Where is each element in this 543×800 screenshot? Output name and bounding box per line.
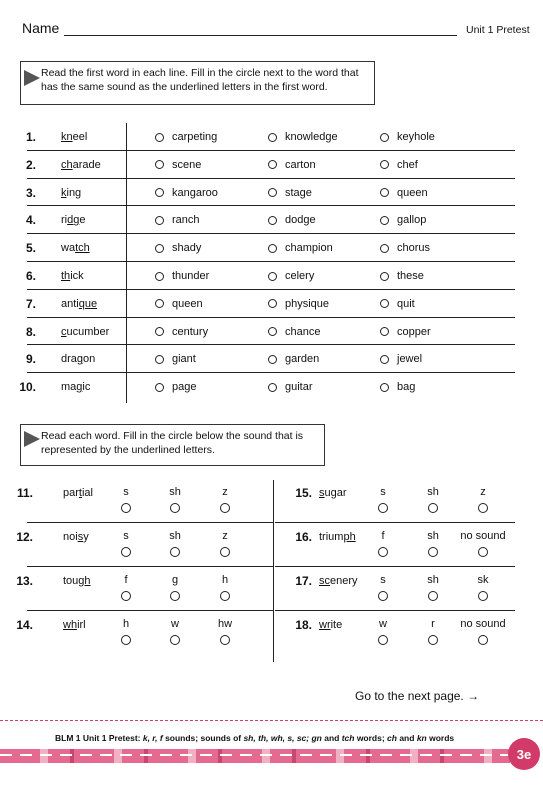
unit-label: Unit 1 Pretest bbox=[466, 24, 530, 36]
name-line[interactable] bbox=[64, 35, 457, 36]
target-word: write bbox=[319, 619, 343, 631]
row-divider bbox=[27, 178, 515, 179]
option-label: shady bbox=[172, 242, 202, 255]
item-number: 3. bbox=[25, 185, 36, 200]
answer-circle[interactable] bbox=[155, 272, 164, 281]
answer-circle[interactable] bbox=[220, 503, 230, 513]
answer-circle[interactable] bbox=[378, 547, 388, 557]
sound-label: w bbox=[379, 618, 387, 630]
answer-option[interactable] bbox=[155, 298, 203, 310]
answer-circle[interactable] bbox=[380, 160, 389, 169]
answer-circle[interactable] bbox=[380, 244, 389, 253]
answer-option[interactable] bbox=[155, 131, 217, 143]
target-word: antique bbox=[61, 297, 98, 310]
answer-circle[interactable] bbox=[268, 244, 277, 253]
target-word: king bbox=[61, 186, 82, 199]
instructions-box-1 bbox=[20, 61, 375, 105]
answer-circle[interactable] bbox=[155, 327, 164, 336]
sound-label: h bbox=[122, 618, 130, 630]
answer-circle[interactable] bbox=[155, 244, 164, 253]
option-label: guitar bbox=[285, 381, 313, 394]
answer-circle[interactable] bbox=[378, 503, 388, 513]
instructions-box-2 bbox=[20, 424, 325, 466]
target-word: sugar bbox=[319, 487, 347, 499]
option-label: thunder bbox=[172, 270, 210, 282]
answer-option[interactable] bbox=[155, 381, 196, 393]
answer-circle[interactable] bbox=[268, 133, 277, 142]
answer-circle[interactable] bbox=[478, 591, 488, 601]
item-number: 14. bbox=[16, 618, 33, 632]
option-label: scene bbox=[172, 158, 202, 171]
item-number: 4. bbox=[25, 213, 36, 228]
answer-option[interactable] bbox=[268, 214, 316, 226]
target-word: triumph bbox=[319, 531, 356, 543]
answer-circle[interactable] bbox=[220, 547, 230, 557]
option-label: quit bbox=[397, 297, 415, 310]
item-number: 11. bbox=[16, 486, 33, 500]
target-word: noisy bbox=[63, 531, 89, 543]
sound-label: f bbox=[381, 530, 385, 542]
answer-circle[interactable] bbox=[220, 635, 230, 645]
option-label: keyhole bbox=[397, 131, 435, 143]
row-divider bbox=[27, 372, 515, 373]
sound-label: sk bbox=[477, 574, 489, 586]
answer-circle[interactable] bbox=[268, 188, 277, 197]
arrow-icon bbox=[24, 431, 40, 447]
target-word: scenery bbox=[319, 575, 358, 587]
answer-circle[interactable] bbox=[428, 591, 438, 601]
sound-label: z bbox=[222, 486, 228, 498]
answer-circle[interactable] bbox=[428, 635, 438, 645]
sound-label: s bbox=[123, 530, 129, 542]
answer-option[interactable] bbox=[380, 353, 422, 365]
option-label: queen bbox=[397, 186, 428, 199]
answer-option[interactable] bbox=[155, 353, 196, 365]
item-number: 7. bbox=[25, 296, 36, 311]
row-divider bbox=[275, 610, 515, 611]
answer-circle[interactable] bbox=[380, 355, 389, 364]
option-label: knowledge bbox=[285, 131, 338, 143]
sound-label: w bbox=[171, 618, 179, 630]
blm-caption: BLM 1 Unit 1 Pretest: k, r, f sounds; sounds of sh, th, wh, s, sc; gn and tch words; ch and kn words bbox=[55, 733, 455, 743]
answer-option[interactable] bbox=[268, 131, 338, 143]
answer-circle[interactable] bbox=[380, 216, 389, 225]
answer-option[interactable] bbox=[380, 242, 430, 254]
sound-label: sh bbox=[169, 530, 181, 542]
option-label: queen bbox=[172, 297, 203, 310]
option-label: these bbox=[397, 270, 424, 282]
sound-label: hw bbox=[217, 618, 233, 630]
answer-circle[interactable] bbox=[428, 547, 438, 557]
answer-circle[interactable] bbox=[170, 635, 180, 645]
answer-option[interactable] bbox=[380, 159, 418, 171]
item-number: 5. bbox=[25, 241, 36, 256]
answer-circle[interactable] bbox=[378, 591, 388, 601]
option-label: carton bbox=[285, 158, 316, 171]
answer-option[interactable] bbox=[155, 187, 218, 199]
option-label: page bbox=[172, 381, 197, 394]
dashed-divider bbox=[0, 720, 543, 721]
item-number: 10. bbox=[19, 380, 36, 395]
item-number: 15. bbox=[295, 486, 312, 500]
sound-label: no sound bbox=[460, 530, 506, 542]
answer-option[interactable] bbox=[380, 326, 431, 338]
answer-option[interactable] bbox=[268, 187, 312, 199]
answer-circle[interactable] bbox=[268, 160, 277, 169]
answer-circle[interactable] bbox=[380, 383, 389, 392]
target-word: thick bbox=[61, 270, 84, 282]
row-divider bbox=[27, 205, 515, 206]
answer-circle[interactable] bbox=[380, 327, 389, 336]
answer-option[interactable] bbox=[268, 353, 319, 365]
answer-option[interactable] bbox=[268, 298, 329, 310]
answer-circle[interactable] bbox=[155, 133, 164, 142]
answer-circle[interactable] bbox=[380, 272, 389, 281]
item-number: 12. bbox=[16, 530, 33, 544]
row-divider bbox=[27, 566, 273, 567]
answer-option[interactable] bbox=[268, 242, 333, 254]
answer-circle[interactable] bbox=[380, 133, 389, 142]
answer-option[interactable] bbox=[380, 214, 426, 226]
item-number: 6. bbox=[25, 269, 36, 283]
sound-label: s bbox=[123, 486, 129, 498]
option-label: bag bbox=[397, 381, 416, 394]
answer-circle[interactable] bbox=[268, 272, 277, 281]
answer-option[interactable] bbox=[380, 131, 435, 143]
sound-label: r bbox=[431, 618, 435, 630]
target-word: dragon bbox=[61, 353, 96, 366]
arrow-icon bbox=[24, 70, 40, 86]
target-word: whirl bbox=[63, 619, 86, 631]
target-word: kneel bbox=[61, 131, 88, 143]
answer-circle[interactable] bbox=[155, 188, 164, 197]
row-divider bbox=[27, 522, 273, 523]
item-number: 8. bbox=[25, 324, 36, 339]
option-label: garden bbox=[285, 353, 320, 366]
answer-option[interactable] bbox=[155, 159, 201, 171]
sound-label: s bbox=[380, 486, 386, 498]
answer-circle[interactable] bbox=[155, 216, 164, 225]
answer-circle[interactable] bbox=[380, 299, 389, 308]
answer-option[interactable] bbox=[155, 242, 201, 254]
item-number: 2. bbox=[25, 157, 36, 172]
item-number: 1. bbox=[25, 130, 36, 144]
answer-circle[interactable] bbox=[121, 591, 131, 601]
option-label: champion bbox=[285, 242, 333, 255]
sound-label: sh bbox=[427, 486, 439, 498]
option-label: stage bbox=[285, 186, 312, 199]
sound-label: sh bbox=[169, 486, 181, 498]
answer-option[interactable] bbox=[155, 326, 208, 338]
answer-option[interactable] bbox=[380, 298, 415, 310]
answer-option[interactable] bbox=[268, 270, 314, 282]
target-word: partial bbox=[63, 487, 93, 499]
answer-circle[interactable] bbox=[220, 591, 230, 601]
answer-option[interactable] bbox=[155, 270, 209, 282]
answer-circle[interactable] bbox=[170, 503, 180, 513]
option-label: copper bbox=[397, 325, 431, 338]
sound-label: g bbox=[171, 574, 179, 586]
answer-circle[interactable] bbox=[268, 299, 277, 308]
target-word: charade bbox=[61, 158, 101, 171]
target-word: watch bbox=[61, 242, 90, 255]
row-divider bbox=[27, 150, 515, 151]
row-divider bbox=[27, 233, 515, 234]
row-divider bbox=[27, 261, 515, 262]
option-label: jewel bbox=[397, 353, 423, 366]
answer-option[interactable] bbox=[268, 381, 313, 393]
answer-option[interactable] bbox=[380, 187, 428, 199]
option-label: chance bbox=[285, 325, 321, 338]
answer-circle[interactable] bbox=[380, 188, 389, 197]
answer-option[interactable] bbox=[268, 159, 316, 171]
row-divider bbox=[27, 289, 515, 290]
row-divider bbox=[27, 344, 515, 345]
item-number: 17. bbox=[295, 574, 312, 588]
answer-circle[interactable] bbox=[268, 327, 277, 336]
target-word: magic bbox=[61, 381, 91, 394]
option-label: ranch bbox=[172, 214, 200, 227]
item-number: 9. bbox=[25, 352, 36, 367]
answer-circle[interactable] bbox=[155, 160, 164, 169]
item-number: 13. bbox=[16, 574, 33, 588]
sound-label: no sound bbox=[460, 618, 506, 630]
answer-circle[interactable] bbox=[268, 355, 277, 364]
answer-option[interactable] bbox=[155, 214, 200, 226]
sound-label: sh bbox=[427, 530, 439, 542]
row-divider bbox=[27, 317, 515, 318]
sound-label: f bbox=[124, 574, 128, 586]
option-label: chef bbox=[397, 158, 418, 171]
answer-circle[interactable] bbox=[155, 355, 164, 364]
sound-label: sh bbox=[427, 574, 439, 586]
next-page-text: Go to the next page. → bbox=[355, 689, 480, 703]
item-number: 18. bbox=[295, 618, 312, 632]
answer-circle[interactable] bbox=[155, 299, 164, 308]
option-label: chorus bbox=[397, 242, 431, 255]
sound-label: z bbox=[480, 486, 486, 498]
option-label: kangaroo bbox=[172, 186, 218, 199]
sound-label: h bbox=[221, 574, 229, 586]
sound-label: s bbox=[380, 574, 386, 586]
option-label: gallop bbox=[397, 214, 427, 227]
answer-option[interactable] bbox=[380, 270, 424, 282]
answer-circle[interactable] bbox=[478, 547, 488, 557]
page-number-badge: 3e bbox=[508, 738, 540, 770]
instructions-text-2: Read each word. Fill in the circle below the sound that is represented by the underlined letters. bbox=[41, 430, 304, 456]
row-divider bbox=[275, 566, 515, 567]
option-label: physique bbox=[285, 297, 330, 310]
option-label: dodge bbox=[285, 214, 316, 227]
answer-circle[interactable] bbox=[478, 635, 488, 645]
row-divider bbox=[27, 610, 273, 611]
answer-option[interactable] bbox=[380, 381, 415, 393]
column-divider bbox=[273, 480, 274, 662]
answer-circle[interactable] bbox=[428, 503, 438, 513]
item-number: 16. bbox=[295, 530, 312, 544]
answer-circle[interactable] bbox=[121, 547, 131, 557]
target-word: ridge bbox=[61, 214, 86, 227]
option-label: giant bbox=[172, 353, 196, 366]
answer-circle[interactable] bbox=[121, 503, 131, 513]
row-divider bbox=[275, 522, 515, 523]
option-label: century bbox=[172, 325, 209, 338]
name-label: Name bbox=[22, 20, 60, 36]
option-label: celery bbox=[285, 270, 315, 282]
answer-circle[interactable] bbox=[268, 216, 277, 225]
answer-circle[interactable] bbox=[268, 383, 277, 392]
answer-circle[interactable] bbox=[378, 635, 388, 645]
answer-option[interactable] bbox=[268, 326, 320, 338]
instructions-text-1: Read the first word in each line. Fill in the circle next to the word that has the same sound as the underlined letters in the first word. bbox=[41, 67, 359, 93]
answer-circle[interactable] bbox=[170, 591, 180, 601]
answer-circle[interactable] bbox=[121, 635, 131, 645]
answer-circle[interactable] bbox=[170, 547, 180, 557]
sound-label: z bbox=[222, 530, 228, 542]
option-label: carpeting bbox=[172, 131, 218, 143]
answer-circle[interactable] bbox=[155, 383, 164, 392]
answer-circle[interactable] bbox=[478, 503, 488, 513]
column-divider bbox=[126, 123, 127, 403]
target-word: tough bbox=[63, 575, 91, 587]
decorative-stripe bbox=[0, 749, 510, 763]
target-word: cucumber bbox=[61, 325, 110, 338]
